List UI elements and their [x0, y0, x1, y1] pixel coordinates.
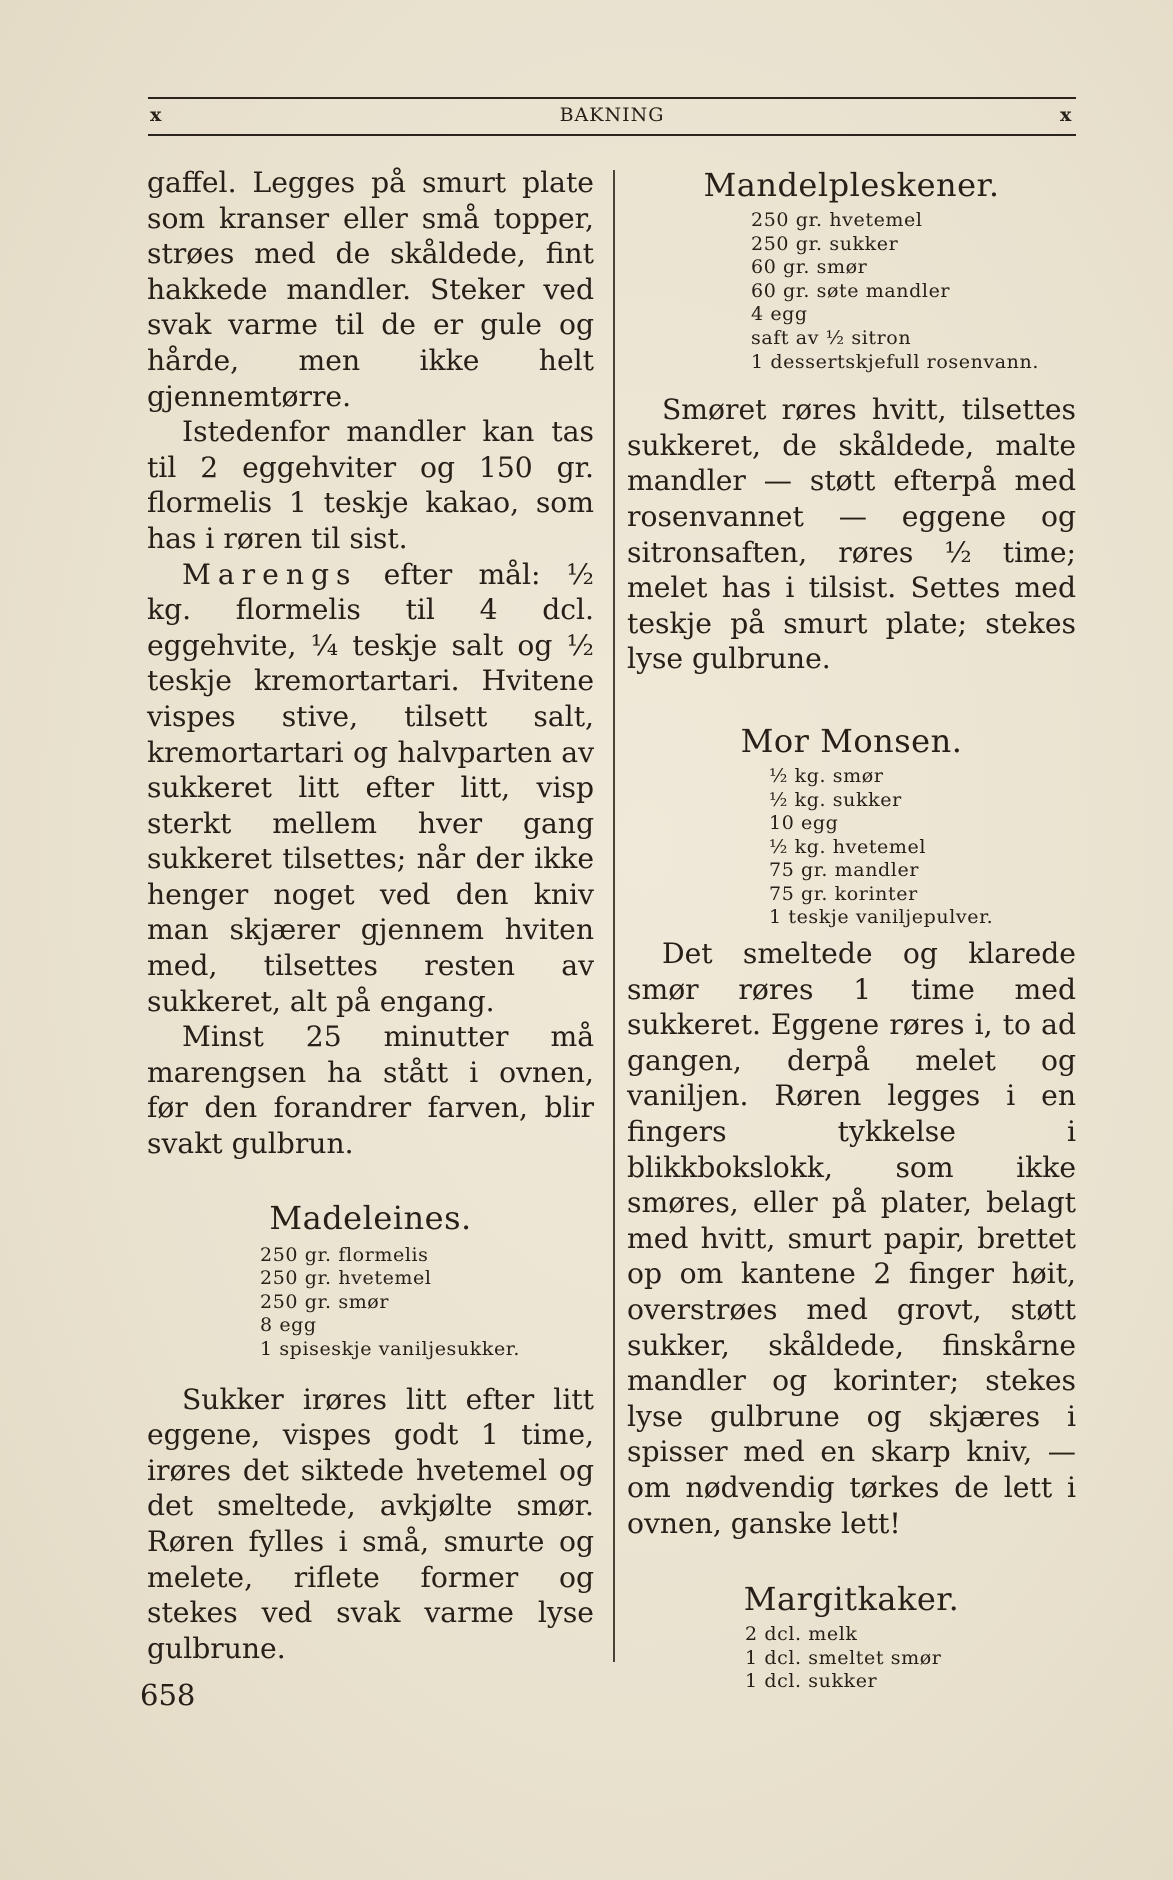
column-divider	[613, 170, 615, 1662]
ingredient-list-margitkaker	[745, 1623, 1076, 1694]
ingredient-list-madeleines	[260, 1244, 594, 1362]
ingredient: 250 gr. sukker	[751, 232, 899, 255]
ingredient: 60 gr. smør	[751, 256, 868, 279]
header-right-mark: x	[1060, 104, 1073, 126]
recipe-title-mandelpleskener: Mandelpleskener.	[703, 166, 1000, 204]
paragraph-marengs	[147, 557, 594, 1020]
header-rule-top	[148, 97, 1076, 99]
page-number: 658	[140, 1678, 196, 1712]
ingredient: 8 egg	[260, 1314, 317, 1337]
ingredient: 1 teskje vaniljepulver.	[769, 906, 994, 929]
ingredient: 250 gr. smør	[260, 1290, 390, 1313]
ingredient: 2 dcl. melk	[745, 1623, 858, 1646]
left-column	[147, 165, 594, 1666]
header-rule-bottom	[148, 134, 1076, 136]
ingredient: 75 gr. mandler	[769, 859, 919, 882]
ingredient: 250 gr. flormelis	[260, 1243, 429, 1266]
ingredient: 10 egg	[769, 812, 839, 835]
right-column	[627, 165, 1076, 1694]
paragraph-continued: gaffel. Legges på smurt plate som kranser eller små topper, strøes med de skåldede, fint hakkede mandler. Steker ved svak varme til de er gule og hårde, men ikke helt gjennemtørre.	[147, 166, 594, 413]
ingredient-list-mor-monsen	[769, 765, 1076, 930]
ingredient: 1 spiseskje vaniljesukker.	[260, 1338, 521, 1360]
recipe-title-mor-monsen: Mor Monsen.	[740, 721, 963, 760]
marengs-term: Marengs	[182, 557, 358, 591]
recipe-text-madeleines: Sukker irøres litt efter litt eggene, vispes godt 1 time, irøres det siktede hvetemel og det smeltede, avkjølte smør. Røren fylles i små, smurte og melete, riflete former og stekes ved svak varme lyse gulbrune.	[147, 1382, 594, 1665]
ingredient: saft av ½ sitron	[751, 326, 912, 349]
ingredient: 75 gr. korinter	[769, 882, 918, 905]
recipe-text-mandelpleskener: Smøret røres hvitt, tilsettes sukkeret, de skåldede, malte mandler — støtt efterpå med rosenvannet — eggene og sitronsaften, røres ½ time; melet has i tilsist. Settes med teskje på smurt plate; stekes lyse gulbrune.	[627, 393, 1076, 676]
ingredient: ½ kg. sukker	[769, 788, 902, 811]
running-head: BAKNING	[559, 104, 665, 126]
ingredient: 1 dessertskjefull rosenvann.	[751, 350, 1039, 373]
recipe-text-mor-monsen: Det smeltede og klarede smør røres 1 time med sukkeret. Eggene røres i, to ad gangen, derpå melet og vaniljen. Røren legges i en fingers tykkelse i blikkbokslokk, som ikke smøres, eller på plater, belagt med hvitt, smurt papir, brettet op om kantene 2 finger høit, overstrøes med grovt, støtt sukker, skåldede, finskårne mandler og korinter; stekes lyse gulbrune og skjæres i spisser med en skarp kniv, — om nødvendig tørkes de lett i ovnen, ganske lett!	[627, 937, 1076, 1540]
ingredient: ½ kg. smør	[769, 764, 884, 787]
ingredient: 1 dcl. smeltet smør	[745, 1646, 942, 1669]
paragraph-marengs-bake: Minst 25 minutter må marengsen ha stått i ovnen, før den forandrer farven, blir svakt gulbrun.	[147, 1020, 594, 1161]
ingredient: ½ kg. hvetemel	[769, 835, 927, 858]
paragraph-alternative: Istedenfor mandler kan tas til 2 eggehviter og 150 gr. flormelis 1 teskje kakao, som has i røren til sist.	[147, 415, 594, 555]
ingredient: 250 gr. hvetemel	[260, 1267, 432, 1290]
marengs-text: efter mål: ½ kg. flormelis til 4 dcl. eggehvite, ¼ teskje salt og ½ teskje kremortartari. Hvitene vispes stive, tilsett salt, kremortartari og halvparten av sukkeret litt efter litt, visp sterkt mellem hver gang sukkeret tilsettes; når der ikke henger noget ved den kniv man skjærer gjennem hviten med, tilsettes resten av sukkeret, alt på engang.	[147, 557, 594, 1018]
ingredient: 60 gr. søte mandler	[751, 279, 951, 302]
ingredient-list-mandelpleskener	[751, 209, 1076, 374]
ingredient: 1 dcl. sukker	[745, 1670, 878, 1693]
header-left-mark: x	[150, 104, 163, 126]
ingredient: 4 egg	[751, 303, 808, 326]
recipe-title-madeleines: Madeleines.	[269, 1198, 472, 1237]
ingredient: 250 gr. hvetemel	[751, 209, 923, 231]
recipe-title-margitkaker: Margitkaker.	[743, 1580, 960, 1619]
